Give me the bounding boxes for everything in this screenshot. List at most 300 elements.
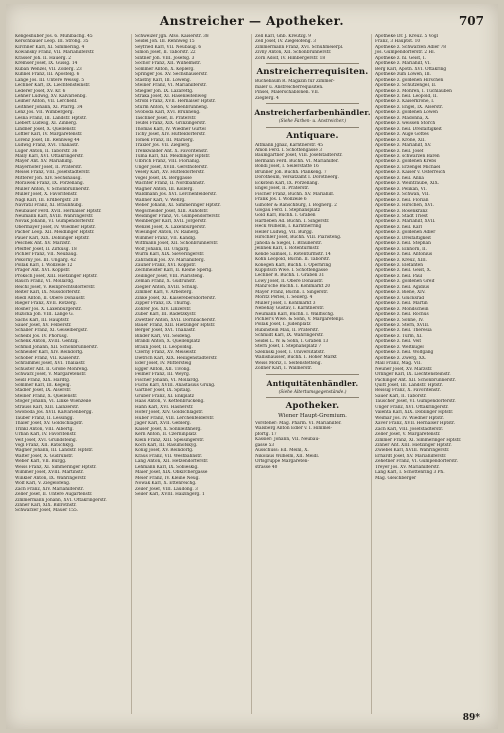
directory-entry: gasse 53 (255, 442, 275, 448)
directory-entry: maler u. Anstreicherrequisiten. (255, 84, 324, 90)
directory-entry: Apotheke z. Madonna, X. (375, 115, 430, 121)
divider (266, 374, 359, 375)
directory-entry: Fischer Johann, VI. Mollardg. (135, 377, 200, 383)
directory-entry: Apotheke z. Stern, XVIII. (375, 323, 430, 329)
directory-entry: Apotheke z. heil. Theresia (375, 328, 432, 334)
directory-entry: Hirschler Josef, Buchh. VIII. Piaristeng. (255, 235, 342, 241)
directory-entry: Apotheke z. Krone, XII. (375, 137, 426, 143)
directory-entry: Zimmer Karl, V. Arbeiterg. (135, 290, 193, 296)
directory-entry: Sommer Anton, X. Keplerg. (135, 66, 195, 72)
directory-entry: Apotheke z. goldenen Hirschen (375, 77, 444, 83)
directory-entry: Kuban Wenzel, VII. Zollerg. 23 (15, 66, 82, 72)
directory-entry: Weidinger Franz, VI. Gumpendorferstr. (135, 213, 221, 219)
directory-entry: Wolf Johann, III. Ungarg. (135, 246, 190, 252)
directory-entry: Swoboda Jos. XVII. Kalvarienbergg. (15, 410, 93, 416)
directory-entry: Schrammel Josef, XVI. Thaliastr. (15, 361, 86, 367)
directory-entry: Steiner Franz, X. Quellenstr. (15, 393, 78, 399)
directory-entry: strasse 40 (255, 464, 278, 470)
column-3 (254, 34, 372, 714)
directory-entry: Müller Anton, V. Schönbrunnerstr. (15, 186, 90, 192)
directory-entry: Tichy Josef, XIV. Hütteldorferstr. (135, 132, 206, 138)
directory-entry: Simon Josef, II. Taborstr. 22 (135, 50, 196, 56)
directory-entry: Gilhofer & Ranschburg, I. Bognerg. 2 (255, 202, 337, 208)
column-1 (14, 34, 132, 714)
directory-entry: Neubauer Ferd. XVII. Hernalser Hptstr. (15, 208, 102, 214)
section-title-anstreicherrequisiten: Anstreicherrequisiten. (256, 67, 369, 78)
directory-entry: Kowansky Franz, VII. Mariahilferstr. (15, 50, 95, 56)
directory-entry: Wolf Karl, V. Ziegelofeng. (15, 481, 71, 487)
directory-entry: Apotheke z. Elefanten (375, 263, 423, 269)
directory-entry: Apotheke z. Erzengel Michael (375, 164, 441, 170)
directory-entry: Zimmer Franz, XI. Simmeringer Hptstr. (375, 437, 462, 443)
directory-entry: Winkler Anton, IX. Währingerstr. (15, 475, 87, 481)
directory-entry: Zell Josef, IV. Ziegelofeng. 3 (255, 39, 316, 45)
directory-entry: Vogl Franz, XII. Ratschkyg. (15, 442, 75, 448)
directory-entry: Maier Josef, XIX. Obkirchergasse (135, 470, 208, 476)
directory-entry: Zöhrer Jos. XIV. Linzerstr. (135, 306, 192, 312)
directory-entry: Pokorny Jos. III. Ungarg. 42 (15, 257, 76, 263)
directory-entry: Taschner Josef, II. Praterstr. (135, 115, 197, 121)
divider (266, 127, 359, 128)
directory-entry: pfortg. 17 (255, 431, 277, 437)
directory-entry: Zipper Franz, IX. Thurng. (135, 301, 192, 307)
directory-entry: Ortsgruppe Margareten- (255, 459, 309, 465)
directory-entry: Reichl Josef, V. Reinprechtsdorferstr. (15, 284, 96, 290)
directory-entry: Zuber Karl, III. Radetzkystr. (135, 312, 197, 318)
directory-entry: Fischer Franz, Buchh. XV. Mariahilf. (255, 191, 335, 197)
directory-entry: Egger Anton, XII. Tivolig. (135, 366, 191, 372)
directory-entry: Kengeshuber Jos. 6. Mühlbachg. 45 (15, 34, 93, 39)
directory-entry: Apotheke z. Dreifaltigkeit (375, 235, 432, 241)
directory-entry: Mitterer Joh. XIV. Sechshausg. (15, 175, 82, 181)
directory-entry: Unger Franz, XVI. Ottakringerstr. (375, 404, 449, 410)
directory-entry: Haas Anton, V. Kettenbrückeng. (135, 399, 205, 405)
directory-entry: Walsberg Anton Edler v. I. Himmel- (255, 426, 332, 432)
directory-entry: Seyfried Karl, VII. Neubaug. 6 (135, 44, 202, 50)
directory-entry: Springer Jos. XV. Sechshauserstr. (135, 72, 208, 78)
directory-entry: Zinke Josef, XI. Kaiserebersdorferstr. (135, 295, 216, 301)
directory-entry: Apotheke z. Mariahilf, XV. (375, 143, 432, 149)
directory-entry: Jäger Karl, XVII. Geblerg. (135, 421, 192, 427)
directory-entry: Tomek Franz, III. Marxerg. (135, 137, 195, 143)
directory-entry: Baumgartner Josef, VIII. Josefstädterstr. (255, 153, 343, 159)
directory-entry: Huber Franz, VIII. Lerchenfelderstr. (135, 415, 215, 421)
directory-entry: Kirchner Karl, XI. Simmering. 4 (15, 44, 85, 50)
directory-entry: Treyer Jos. XV. Mariahilferstr. (375, 464, 440, 470)
directory-entry: Eckstein Karl, IX. Porzellang. (255, 180, 319, 186)
directory-entry: Wegscheider Josef, XIII. Auhofstr. (135, 208, 209, 214)
directory-entry: Orlinger Karl, IX. Liechtensteinstr. (375, 372, 451, 378)
directory-entry: Apotheke z. heil. Karl (375, 224, 422, 230)
directory-entry: Apotheke z. Weltkugel (375, 344, 424, 350)
directory-entry: Weiss Moriz, I. Seitenstetteng. (255, 360, 322, 366)
directory-entry: Szelinski Josef, I. Universitätstr. (255, 349, 325, 355)
directory-entry: Liebert Ludwig, XI. Zinnerg. (15, 121, 78, 127)
directory-entry: Kremser Josef, IX. Gussg. 14 (15, 61, 78, 67)
directory-entry: Thomas Karl, IV. Wiedner Gürtel (135, 126, 206, 132)
directory-entry: Stadler Josef, IX. Alserstr. (15, 388, 72, 394)
directory-entry: Schuster Ant. II. Große Mohreng. (15, 366, 89, 372)
directory-entry: Kaiser Josef, X. Sonnleithnerg. (135, 426, 202, 432)
directory-entry: Ausschuss: Ed. Meinl, X. (255, 448, 309, 454)
directory-entry: Zechmeister Karl, II. Kleine Sperlg. (135, 268, 213, 274)
directory-entry: Lechner Karl, IX. Liechtensteinstr. (15, 83, 91, 89)
directory-entry: Wimmer Franz, VII. Kandlg. (135, 235, 197, 241)
directory-entry: Unger Josef, XVIII. Gersthoferstr. (135, 164, 208, 170)
directory-entry: Apotheke z. Kaiserkrone, I. (375, 99, 435, 105)
section-title-apotheker: Apotheker. (285, 401, 340, 412)
directory-entry: Bauer Franz, XIII. Hietzinger Hptstr. (135, 323, 216, 329)
directory-entry: Apotheke z. heil. Rochus (375, 312, 429, 318)
directory-entry: Krasser Joh. II. Hauerg. 2 (15, 55, 72, 61)
directory-entry: Apotheke z. heil. Florian (375, 197, 429, 203)
directory-entry: Lang Karl, I. Schottenring 3 Ph. (375, 470, 445, 476)
directory-entry: Löwy Josef, II. Obere Donaustr. (255, 278, 324, 284)
directory-entry: Seidel L. W. & Sohn, I. Graben 13 (255, 338, 329, 344)
directory-entry: Fellner Franz, III. Weyrg. (135, 372, 191, 378)
directory-entry: Nebehay Gustav, I. Kärntnerstr. (255, 306, 325, 312)
directory-entry: Zwettler Anton, XVII. Dornbacherstr. (135, 317, 216, 323)
directory-entry: Riedl Anton, II. Obere Donaustr. (15, 295, 86, 301)
directory-entry: Pichler's Wwe. & Sohn, V. Margaretenpl. (255, 317, 345, 323)
directory-entry: Svoboda Karl, XVI. Brunneng. (135, 110, 201, 116)
section-title-anstreicherfarbenhaendler: Anstreicherfarbenhändler. (254, 108, 371, 118)
directory-entry: Zell Karl, Ghb. Kreutzg. 9 (255, 34, 312, 39)
directory-entry: Schneider Karl, XIV. Reindorfg. (15, 350, 84, 356)
directory-entry: Apotheke z. heil. Wolfgang (375, 350, 434, 356)
directory-entry: Buchebaum R. Magazin für Zimmer- (255, 79, 335, 85)
directory-entry: Zeiler Josef, VIII. Laudong. 3 (135, 486, 198, 492)
directory-entry: Dietrich Karl, XIX. Heiligenstädterstr. (135, 355, 218, 361)
directory-entry: Ziegler Anton, XVIII. Schulg. (135, 284, 199, 290)
directory-entry: Wiesinger Anton, IV. Rainerg. (135, 230, 200, 236)
directory-entry: Bondi Josef, I. Seilerstätte 16 (255, 164, 319, 170)
directory-entry: Zehetner Franz, VI. Gumpendorferstr. (375, 459, 458, 465)
divider (266, 63, 359, 64)
directory-entry: Rauch Franz, VI. Mollardg. (15, 279, 75, 285)
directory-entry: Ruzicka Joh. VIII. Lange G. (15, 312, 74, 318)
directory-entry: Navratil Franz, XI. Braunhubg. (15, 203, 83, 209)
directory-entry: Erhardt Josef, XV. Mariahilferstr. (375, 453, 447, 459)
directory-entry: Zauner Franz, XVI. Koppstr. (135, 263, 197, 269)
directory-entry: Novak Johann, VI. Gumpendorferstr. (15, 219, 95, 225)
directory-entry: Berger Josef, XVI. Thaliastr. (135, 328, 196, 334)
directory-entry: Apotheke z. Rosenkranz (375, 208, 428, 214)
directory-entry: Binder Karl, VII. Seideng. (135, 333, 192, 339)
directory-entry: Apotheke z. Stadt Triest (375, 213, 428, 219)
directory-entry: Weber Karl, VII. Burgg. (15, 459, 67, 465)
directory-entry: Wimmer Josef, XVIII. Martinstr. (15, 470, 84, 476)
directory-entry: Mayer Ant. XV. Mariahilfg. (15, 159, 73, 165)
directory-entry: Stastny Karl, III. Löweng. (135, 77, 192, 83)
directory-entry: Sachs Karl, III. Hauptstr. (15, 317, 70, 323)
directory-entry: Pollak Karl, I. Wollzeile 12 (15, 263, 73, 269)
directory-entry: Lindner Josef, X. Quellenstr. (15, 126, 77, 132)
directory-entry: Apotheke z. Schwarzen Adler 78 (375, 44, 446, 50)
directory-entry: Zinner Ant. XIII. Hietzinger Hptstr. (375, 442, 452, 448)
directory-entry: Trinkl Anton, VIII. Albertg. (15, 426, 74, 432)
directory-entry: Apotheke z. Schwan, VII. (375, 192, 430, 198)
directory-entry: Weimar Jos. IV. Wiedner Hptstr. (375, 415, 444, 421)
directory-entry: Rubinstein Max, II. Praterstr. (255, 327, 319, 333)
directory-entry: Müller Josef, X. Favoritenstr. (15, 192, 78, 198)
directory-entry: Pauer Karl, XIX. Döblinger Hptstr. (15, 235, 90, 241)
directory-entry: Neumann Karl, Buchh. I. Wallfischg. (255, 311, 335, 317)
page-number: 707 (458, 14, 484, 28)
directory-entry: Apotheke z. heil. Geist, X. (375, 268, 432, 274)
directory-entry: Wurm Karl, XIX. Sieveringerstr. (135, 252, 205, 258)
directory-entry: Sturm Anton, V. Siebenbrunneng. (135, 104, 209, 110)
directory-entry: Vorsteher: Mag. Pharm. VI. Mariahilfer. (255, 421, 342, 427)
directory-entry: Lorenz Josef, III. Rennweg 44 (15, 137, 80, 143)
directory-entry: Kerschbauer Leop. III. Strohg. 35 (15, 39, 89, 45)
directory-entry: Altmann Jgnaz, Kärntnerstr. 45 (255, 142, 323, 148)
directory-entry: Apotheke z. goldenen Adler (375, 230, 436, 236)
directory-entry: Apotheke z. heil. Leopold, II. (375, 93, 438, 99)
directory-entry: Ludwig Franz, XVI. Thaliastr. (15, 143, 79, 149)
directory-entry: Lange Jos. III. Untere Weissg. 5 (15, 77, 85, 83)
directory-entry: Apotheke z. heil. Anna (375, 175, 424, 181)
directory-entry: Brandl Anton, X. Quellenplatz (135, 339, 201, 345)
directory-entry: Peschek Ant. XV. Märzstr. (15, 241, 71, 247)
directory-entry: Neumann Karl, XVIII. Währingerstr. (15, 213, 94, 219)
divider (266, 103, 359, 104)
directory-entry: König Josef, XV. Reindorfg. (135, 448, 194, 454)
directory-entry: Zach Franz, XIV. Mariahilferstr. (15, 486, 84, 492)
directory-entry: Amon Ferd. I. Schottengasse 3 (255, 147, 322, 153)
directory-entry: Pachinger Ant. XII. Schönbrunnerstr. (375, 377, 456, 383)
directory-entry: Stöger Johann, VI. Linke Wienzeile (15, 399, 92, 405)
directory-entry: Pinsel, Malerschablonen. VII. (255, 90, 320, 96)
directory-entry: Xaver Franz, XVII. Hernalser Hptstr. (375, 421, 455, 427)
directory-entry: Hartleben Ad. Buchh. I. Singerstr. (255, 218, 330, 224)
directory-entry: Apotheke z. Mohren, I. Tuchlauben (375, 88, 452, 94)
columns (14, 34, 492, 714)
directory-entry: Apotheke zum Löwen, III. (375, 72, 432, 78)
directory-entry: Quitt Josef, III. Landstr. Hptstr. (375, 383, 443, 388)
directory-entry: Neuner Josef, XV. Märzstr. (375, 366, 433, 372)
directory-entry: Steiner Franz, VI. Mariahilferstr. (135, 83, 207, 89)
directory-entry: Reissig Franz, X. Favoritenstr. (375, 388, 441, 394)
directory-entry: Weber Johann, XI. Simmeringer Hptstr. (135, 203, 221, 209)
column-3-top-list (254, 34, 371, 61)
directory-entry: Apotheke z. heil. Paul (375, 273, 423, 279)
directory-entry: Jellinek Karl, I. Rotenturmstr. (255, 246, 320, 252)
directory-entry: Traxler Jos. VII. Zieglerg. (135, 143, 191, 149)
directory-entry: Berg Karl, Apoth. XVI. Ottakring (375, 66, 447, 72)
directory-entry: Frank Jos. I. Wollzeile 6 (255, 197, 307, 203)
directory-entry: Pichler Franz, VII. Neubaug. (15, 252, 78, 258)
directory-entry: Vesely Karl, XV. Hütteldorferstr. (135, 170, 205, 176)
directory-entry: Apotheke z. Biene, XIV. (375, 290, 426, 296)
directory-entry: Zahradnik Jos. XV. Mariahilferg. (135, 257, 205, 263)
directory-entry: Wagner Anton, III. Kollerg. (135, 186, 194, 192)
directory-entry: Teufel Franz, XIX. Grinzingerstr. (135, 121, 206, 127)
directory-entry: Prager Ant. XVI. Koppstr. (15, 268, 71, 274)
directory-entry: Heck Wilhelm, I. Kärntnerring (255, 224, 322, 230)
directory-entry: Apotheke z. Sonne, IV. (375, 317, 424, 323)
directory-entry: Weiss Franz, XI. Simmeringer Hptstr. (15, 464, 97, 470)
section-note-anstreicherfarbenhaendler: (Siehe Farben- u. Anstreicher.) (278, 119, 346, 125)
directory-entry: Nagl Karl, III. Erdbergstr. 20 (15, 197, 79, 203)
directory-entry: Schwarzer Josef, Mauer 155. (15, 508, 79, 514)
directory-entry: Zwiebel Karl, XVIII. Währingerstr. (375, 448, 450, 454)
directory-entry: Lesna Franz, III. Landstr. Hptstr. (15, 115, 87, 121)
directory-entry: Moritz Perles, I. Seilerg. 4 (255, 295, 313, 301)
directory-entry: Zorn Adolf, IV. Himbergerstr. 18 (255, 55, 326, 61)
directory-entry: Ulbrich Franz, VIII. Florianig. (135, 159, 201, 165)
directory-entry: Apotheke z. heil. Martin (375, 301, 428, 307)
directory-entry: Apotheke z. hl. Geist, I. (375, 55, 426, 61)
directory-entry: Glogau Ferd. I. Stephansplatz (255, 207, 321, 213)
directory-entry: Stiegler Joh. IX. Lazarettg. (135, 88, 194, 94)
directory-entry: Scheibl Jos. IV. Phorusg. (15, 333, 68, 339)
directory-entry: Apotheke z. schwarzen Bären (375, 153, 440, 159)
directory-entry: Mayerhofer Josef, II. Praterstr. (15, 164, 82, 170)
directory-entry: Apotheke z. goldenen Krebs (375, 159, 437, 165)
directory-entry: Zeman Franz, X. Gudrunstr. (135, 279, 196, 285)
directory-entry: Lehner Ludwig, XV. Kalvarienbg. (15, 93, 87, 99)
directory-entry: Kühnel Franz, III. Apostelg. 6 (15, 72, 80, 78)
directory-entry: Zeilinger Josef, VIII. Piaristeng. (135, 273, 204, 279)
directory-entry: Schenk Anton, XVIII. Gentzg. (15, 339, 79, 345)
directory-entry: Manz'sche Buchh. I. Kohlmarkt 20 (255, 284, 331, 290)
directory-entry: Trenkwalder Ant. X. Favoritenstr. (135, 148, 208, 154)
directory-entry: Meisel Franz, VIII. Josefstädterstr. (15, 170, 91, 176)
directory-entry: Heller Ludwig, VII. Burgg. (255, 229, 313, 235)
directory-entry: Apotheke z. Zwerg, XX. (375, 355, 427, 361)
directory-entry: Walter Josef, X. Gudrunstr. (15, 453, 74, 459)
section-list-anstreicherrequisiten (254, 79, 371, 101)
directory-entry: Apotheke z. Kaiser v. Österreich (375, 170, 446, 176)
directory-entry: Müller Josef, I. Kohlmarkt 3 (255, 300, 316, 306)
directory-entry: Eder Josef, IV. Mittersteig (135, 361, 192, 367)
directory-entry: Apotheke z. Engel, IX. Alserstr. (375, 104, 443, 110)
directory-entry: Leithner Johann, XI. Pfarrg. 34 (15, 104, 83, 110)
column-4 (374, 34, 491, 714)
directory-entry: Konegen Karl, Buchh. I. Opernring (255, 262, 331, 268)
directory-entry: Apotheke z. Turm, XI. (375, 333, 423, 339)
directory-entry: Löffler Karl, IV. Margaretenstr. (15, 132, 83, 138)
directory-entry: Lenz Jos. VII. Wimbergerg. (15, 110, 74, 116)
directory-entry: Zöllner Karl, I. Wallnerstr. (255, 366, 313, 372)
directory-entry: Apotheke z. heil. Josef (375, 148, 424, 154)
directory-entry: Dorotheum, Versatzamt I. Dorotheerg. (255, 175, 339, 181)
directory-entry: Lang Anton, XII. Hetzendorferstr. (135, 459, 209, 465)
directory-entry: Wachter Franz, II. Nordbahnstr. (135, 181, 205, 187)
column-2 (134, 34, 252, 714)
directory-entry: Brunner Joh. Buchh. Plankeng. 7 (255, 169, 327, 175)
directory-entry: Gruber Franz, XI. Enkplatz (135, 393, 195, 399)
directory-entry: Kuppitsch Wwe. I. Schottengasse (255, 267, 328, 273)
directory-entry: Jahoda & Siegel, I. Bräunerstr. (255, 240, 322, 246)
directory-entry: Apotheke z. Auge Gottes (375, 132, 429, 138)
page-header (6, 14, 498, 34)
section-title-antiquare: Antiquare. (286, 130, 339, 141)
directory-entry: Straka Josef, XI. Hasenleitenweg (135, 93, 207, 99)
directory-entry: Valenta Karl, XIX. Döblinger Hptstr. (375, 410, 454, 416)
directory-entry: Braun Josef, II. Leopoldsg. (135, 344, 193, 350)
directory-entry: Apotheke z. heil. Veit (375, 339, 422, 345)
directory-entry: Zeller Josef, II. Untere Augartenstr. (15, 492, 93, 498)
directory-entry: Nowak Karl, X. Ettenreichg. (135, 481, 197, 487)
directory-entry: Kohn Leopold, Buchh. II. Taborstr. (255, 257, 330, 263)
directory-entry: Sauer Josef, XV. Felberstr. (15, 323, 72, 329)
directory-entry: Mally Karl, XVI. Ottakringerstr. (15, 153, 84, 159)
directory-entry: Apotheke z. goldenen Löwen (375, 110, 438, 116)
directory-entry: Apotheke z. Pelikan, VI. (375, 186, 427, 192)
directory-entry: Pollak Josef, I. Judenplatz (255, 322, 311, 328)
directory-entry: Waldmann Jos. XVI. Lerchenfelderstr. (135, 192, 217, 198)
directory-entry: Apotheke z. Mariahilf, VI. (375, 61, 431, 67)
directory-entry: Apotheke z. heil. Ägidius (375, 284, 430, 290)
section-list-antiquare (254, 143, 371, 372)
directory-entry: Tauber Franz, II. Lessingg. (15, 415, 74, 421)
directory-entry: Franz, 3 Hauptst. 10 (375, 39, 421, 45)
directory-entry: Zieglerg. 4 (255, 95, 279, 101)
directory-entry: Zimmermann Franz, XVI. Schuhmeierpl. (255, 44, 344, 50)
directory-entry: Zivny Anton, XII. Schönbrunnerstr. (255, 50, 332, 56)
directory-entry: Lechner R. Buchh. I. Graben 31 (255, 273, 325, 279)
directory-entry: Pfeiffer Josef, II. Zirkusg. 18 (15, 246, 77, 252)
directory-entry: Reiter Karl, IX. Nussdorferstr. (15, 290, 81, 296)
directory-entry: Apotheke z. heil. Dreifaltigkeit (375, 126, 442, 132)
directory-entry: Sommer Karl, III. Kegelg. (15, 383, 71, 388)
directory-entry: Bermann Ferd. Buchh. VI. Mariahilfer. (255, 158, 339, 164)
directory-entry: Mall Franz, Mag. VII. (375, 361, 422, 367)
directory-entry: Apotheke z. heil. Antonius (375, 252, 433, 258)
directory-entry: Vogel Josef, IX. Berggasse (135, 175, 192, 181)
directory-entry: Nikolaus Wilhelm, XII. Meidl. (255, 453, 320, 459)
directory-entry: Apotheke Dr. J. Kreuz. 5 Vogl (375, 34, 438, 39)
directory-entry: Lederer Josef, XV. Kr. 6 (15, 88, 66, 94)
directory-entry: Veit Josef, XVI. Grundsteing. (15, 437, 78, 443)
directory-entry: Gold Karl, Buchh. I. Graben (255, 213, 316, 219)
directory-entry: Fuchs Karl, XVIII. Anastasius Grüng. (135, 383, 216, 388)
directory-entry: Kende Samuel, I. Rotenturmstr. 14 (255, 251, 331, 257)
directory-entry: Zinner Karl, XIX. Billrothstr. (15, 502, 77, 508)
directory-entry: Apotheke z. weissen Storch (375, 121, 436, 127)
directory-entry: Zach Karl, VIII. Josefstädterstr. (375, 426, 444, 432)
directory-entry: Apotheke z. heil. Stephan (375, 241, 431, 247)
directory-entry: Hofer Josef, XIV. Goldschlagstr. (135, 410, 204, 416)
directory-entry: Rosner Jos. X. Laxenburgerstr. (15, 306, 82, 312)
directory-entry: Engel Josef, II. Praterstr. (255, 186, 310, 192)
signature-mark: 89* (462, 713, 480, 723)
directory-entry: Apotheke z. Einhorn, II. (375, 246, 427, 252)
directory-entry: Strobl Franz, XVII. Hernalser Hptstr. (135, 99, 216, 105)
directory-entry: Czerny Franz, XV. Meiselstr. (135, 350, 197, 356)
running-title: Anstreicher — Apotheker. (159, 14, 345, 28)
directory-entry: Meier Franz, IV. Kleine Neug. (135, 475, 200, 481)
directory-entry: Schmidt Karl, IX. Währingerstr. (255, 333, 324, 339)
divider (266, 397, 359, 398)
directory-entry: Luger Anton, II. Taborstr. 36 (15, 148, 78, 154)
directory-entry: Sauer Karl, II. Taborstr. (375, 393, 427, 399)
directory-entry: Zeller Josef, V. Margaretenstr. (375, 432, 441, 438)
directory-entry: Leimer Anton, VII. Lerchenf. (15, 99, 78, 105)
directory-entry: Schweizer Jgn. Afsö. Kaiserstr. 38 (135, 34, 209, 39)
directory-page (6, 4, 498, 729)
directory-entry: Weinberger Karl, XVII. Jörgerstr. (135, 219, 207, 225)
directory-entry: Proksch Josef, XIII. Hietzinger Hptstr. (15, 273, 98, 279)
directory-entry: Apotheke z. Hirschen, XVI. (375, 203, 434, 209)
directory-entry: Gärtner Josef, IX. Spitalg. (135, 388, 192, 394)
directory-entry: Wallishausser, Buchh. I. Hoher Markt (255, 355, 337, 361)
section-list-apotheker (254, 421, 371, 470)
directory-entry: Schwarz Josef, V. Margaretenstr. (15, 372, 87, 378)
section-note-antiquitaetenhaendler: (Siehe Altertumsgegenstände.) (278, 389, 347, 395)
